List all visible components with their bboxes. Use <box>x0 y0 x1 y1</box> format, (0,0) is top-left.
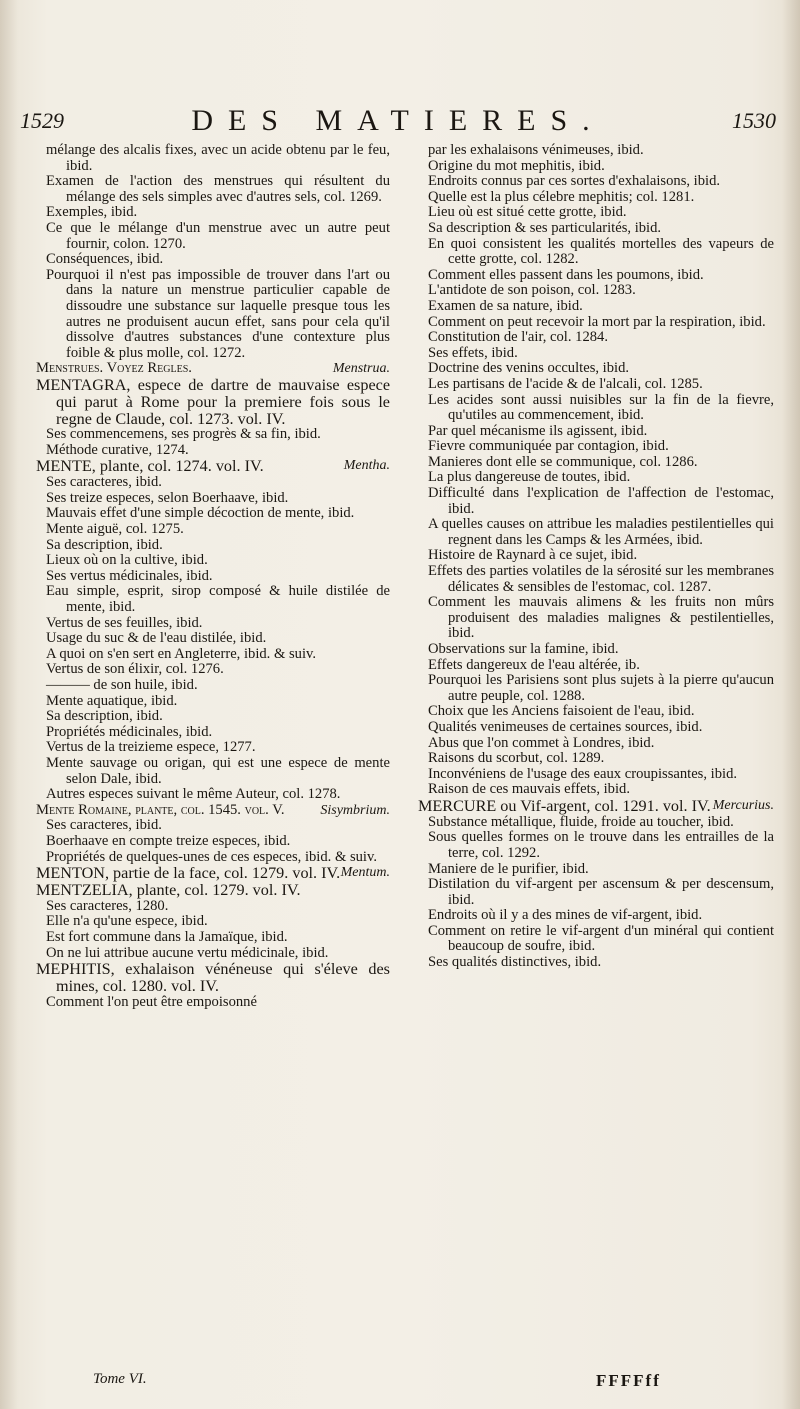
index-subentry <box>418 299 774 315</box>
entry-text: MENTE, plante, col. 1274. vol. IV. <box>36 457 264 476</box>
entry-text: Mente sauvage ou origan, qui est une espece de mente selon Dale, ibid. <box>46 754 390 787</box>
index-subentry <box>36 174 390 205</box>
entry-text: Menstrues. Voyez Regles. <box>36 360 192 377</box>
tome-label: Tome VI. <box>93 1371 147 1387</box>
index-subentry <box>36 694 390 710</box>
index-entry <box>418 798 774 815</box>
index-entry <box>36 865 390 882</box>
index-subentry <box>418 143 774 159</box>
index-subentry <box>36 946 390 962</box>
entry-text: Autres especes suivant le même Auteur, col. 1278. <box>46 786 341 803</box>
entry-text: Choix que les Anciens faisoient de l'eau, ibid. <box>428 703 695 720</box>
index-subentry <box>418 658 774 674</box>
entry-text: Observations sur la famine, ibid. <box>428 641 619 657</box>
index-subentry <box>36 268 390 362</box>
latin-name: Mercurius. <box>712 797 774 813</box>
index-subentry <box>36 850 390 866</box>
index-subentry <box>418 361 774 377</box>
index-subentry <box>418 315 774 331</box>
entry-text: ——— de son huile, ibid. <box>46 677 198 693</box>
index-subentry <box>36 709 390 725</box>
index-subentry <box>36 995 390 1011</box>
entry-text: Ce que le mélange d'un menstrue avec un autre peut fournir, colon. 1270. <box>46 219 390 252</box>
entry-text: Mente Romaine, plante, col. 1545. vol. V. <box>36 801 285 818</box>
entry-text: par les exhalaisons vénimeuses, ibid. <box>428 142 644 158</box>
index-subentry <box>418 908 774 924</box>
entry-text: Boerhaave en compte treize especes, ibid. <box>46 832 291 849</box>
signature-mark: FFFFff <box>596 1371 661 1390</box>
index-subentry <box>36 787 390 803</box>
index-subentry <box>418 377 774 393</box>
running-title: DES MATIERES. <box>191 104 605 137</box>
index-subentry <box>418 704 774 720</box>
index-subentry <box>418 174 774 190</box>
index-subentry <box>36 631 390 647</box>
entry-text: Les partisans de l'acide & de l'alcali, col. 1285. <box>428 375 703 392</box>
index-subentry <box>36 221 390 252</box>
entry-text: Exemples, ibid. <box>46 204 138 221</box>
index-subentry <box>36 538 390 554</box>
entry-text: Ses effets, ibid. <box>428 344 518 361</box>
entry-text: Comment on peut recevoir la mort par la respiration, ibid. <box>428 313 766 330</box>
entry-text: Effets dangereux de l'eau altérée, ib. <box>428 656 640 673</box>
index-subentry <box>36 647 390 663</box>
entry-text: Raisons du scorbut, col. 1289. <box>428 750 605 767</box>
entry-text: A quoi on s'en sert en Angleterre, ibid. & suiv. <box>46 645 317 662</box>
entry-text: Ses caracteres, ibid. <box>46 817 162 834</box>
entry-text: Quelle est la plus célebre mephitis; col. 1281. <box>428 188 695 205</box>
index-subentry <box>418 237 774 268</box>
index-subentry <box>418 424 774 440</box>
entry-text: A quelles causes on attribue les maladies pestilentielles qui regnent dans les Camps & les Armées, ibid. <box>428 516 774 548</box>
entry-text: Pourquoi les Parisiens sont plus sujets à la pierre qu'aucun autre peuple, col. 1288. <box>428 672 774 704</box>
entry-text: Effets des parties volatiles de la sérosité sur les membranes délicates & sensibles de l'estomac, col. 1287. <box>428 563 774 595</box>
index-subentry <box>418 877 774 908</box>
index-subentry <box>36 252 390 268</box>
latin-name: Mentum. <box>340 865 390 881</box>
entry-text: Ses commencemens, ses progrès & sa fin, ibid. <box>46 426 321 443</box>
index-subentry <box>418 159 774 175</box>
entry-text: MENTAGRA, espece de dartre de mauvaise espece qui parut à Rome pour la premiere fois sous le regne de Claude, col. 1273. vol. IV. <box>36 375 390 428</box>
entry-text: Ses treize especes, selon Boerhaave, ibid. <box>46 489 289 506</box>
index-subentry <box>36 756 390 787</box>
entry-text: Comment l'on peut être empoisonné <box>46 993 257 1010</box>
entry-text: Maniere de le purifier, ibid. <box>428 860 589 877</box>
entry-text: Les acides sont aussi nuisibles sur la fin de la fievre, qu'utiles au commencement, ibid. <box>428 391 774 424</box>
entry-text: L'antidote de son poison, col. 1283. <box>428 282 636 299</box>
entry-text: Lieux où on la cultive, ibid. <box>46 552 208 569</box>
entry-text: Doctrine des venins occultes, ibid. <box>428 360 630 377</box>
index-subentry <box>418 767 774 783</box>
index-subentry <box>36 740 390 756</box>
entry-text: Distilation du vif-argent per ascensum & per descensum, ibid. <box>428 876 774 908</box>
index-subentry <box>36 662 390 678</box>
index-subentry <box>418 346 774 362</box>
entry-text: Pourquoi il n'est pas impossible de trouver dans l'art ou dans la nature un menstrue particulier capable de dissoudre une substance sur laquelle presque tous les autres ne produisent aucun effet, sans pour cela qu'il dissolve d'autres substances d'une contexture plus foible & plus molle, col. 1272. <box>46 266 390 361</box>
entry-text: Ses qualités distinctives, ibid. <box>428 954 602 971</box>
entry-text: Substance métallique, fluide, froide au toucher, ibid. <box>428 813 734 830</box>
index-subentry <box>418 673 774 704</box>
index-subentry <box>36 506 390 522</box>
entry-text: Propriétés médicinales, ibid. <box>46 723 213 740</box>
entry-text: Comment elles passent dans les poumons, ibid. <box>428 266 704 283</box>
index-entry <box>36 882 390 899</box>
entry-text: En quoi consistent les qualités mortelles des vapeurs de cette grotte, col. 1282. <box>428 235 774 268</box>
entry-text: Sous quelles formes on le trouve dans les entrailles de la terre, col. 1292. <box>428 829 774 861</box>
index-subentry <box>418 782 774 798</box>
index-subentry <box>36 899 390 915</box>
entry-text: Fievre communiquée par contagion, ibid. <box>428 438 669 455</box>
index-subentry <box>418 924 774 955</box>
index-subentry <box>418 330 774 346</box>
left-edge-shadow <box>0 0 18 1409</box>
index-subentry <box>418 205 774 221</box>
entry-text: Elle n'a qu'une espece, ibid. <box>46 913 208 930</box>
entry-text: Sa description, ibid. <box>46 708 163 725</box>
index-subentry <box>36 678 390 694</box>
index-subentry <box>418 393 774 424</box>
index-entry <box>36 458 390 475</box>
latin-name: Sisymbrium. <box>320 802 390 818</box>
index-subentry <box>36 143 390 174</box>
entry-text: Sa description & ses particularités, ibid. <box>428 219 662 236</box>
index-subentry <box>36 427 390 443</box>
entry-text: Ses caracteres, 1280. <box>46 897 169 914</box>
index-subentry <box>418 830 774 861</box>
index-subentry <box>418 470 774 486</box>
index-subentry <box>418 720 774 736</box>
index-subentry <box>36 443 390 459</box>
entry-text: Examen de sa nature, ibid. <box>428 297 583 314</box>
entry-text: MERCURE ou Vif-argent, col. 1291. vol. IV. <box>418 796 711 815</box>
index-subentry <box>418 455 774 471</box>
entry-text: MEPHITIS, exhalaison vénéneuse qui s'éleve des mines, col. 1280. vol. IV. <box>36 960 390 995</box>
entry-text: Mauvais effet d'une simple décoction de mente, ibid. <box>46 505 355 522</box>
index-subentry <box>36 834 390 850</box>
entry-text: Raison de ces mauvais effets, ibid. <box>428 781 630 798</box>
entry-text: Ses vertus médicinales, ibid. <box>46 567 213 584</box>
entry-text: Abus que l'on commet à Londres, ibid. <box>428 734 655 751</box>
left-page-number: 1529 <box>20 108 64 133</box>
entry-text: Comment les mauvais alimens & les fruits non mûrs produisent des maladies malignes & pestilentielles, ibid. <box>428 594 774 642</box>
entry-text: Mente aquatique, ibid. <box>46 692 178 709</box>
entry-text: Qualités venimeuses de certaines sources, ibid. <box>428 718 703 735</box>
index-subentry <box>418 595 774 642</box>
entry-text: Méthode curative, 1274. <box>46 441 189 458</box>
index-subentry <box>418 564 774 595</box>
entry-text: Endroits où il y a des mines de vif-argent, ibid. <box>428 907 703 924</box>
entry-text: Origine du mot mephitis, ibid. <box>428 157 605 174</box>
index-subentry <box>418 486 774 517</box>
entry-text: Inconvéniens de l'usage des eaux croupissantes, ibid. <box>428 765 738 782</box>
index-subentry <box>418 439 774 455</box>
index-subentry <box>36 584 390 615</box>
index-subentry <box>36 491 390 507</box>
left-column <box>36 143 390 1010</box>
entry-text: Difficulté dans l'explication de l'affection de l'estomac, ibid. <box>428 485 774 517</box>
entry-text: Ses caracteres, ibid. <box>46 474 162 491</box>
entry-text: Manieres dont elle se communique, col. 1286. <box>428 453 698 470</box>
index-subentry <box>418 283 774 299</box>
entry-text: Vertus de son élixir, col. 1276. <box>46 661 224 678</box>
entry-text: Mente aiguë, col. 1275. <box>46 521 184 538</box>
index-subentry <box>36 569 390 585</box>
entry-text: Endroits connus par ces sortes d'exhalaisons, ibid. <box>428 173 721 190</box>
entry-text: La plus dangereuse de toutes, ibid. <box>428 469 631 486</box>
right-page-number: 1530 <box>732 108 776 133</box>
index-subentry <box>36 475 390 491</box>
index-subentry <box>418 190 774 206</box>
index-subentry <box>36 818 390 834</box>
index-entry <box>36 377 390 427</box>
index-subentry <box>418 862 774 878</box>
entry-text: MENTON, partie de la face, col. 1279. vol. IV. <box>36 864 341 883</box>
entry-text: Est fort commune dans la Jamaïque, ibid. <box>46 928 288 945</box>
page-header <box>20 104 776 142</box>
entry-text: Par quel mécanisme ils agissent, ibid. <box>428 422 648 439</box>
index-subentry <box>418 815 774 831</box>
entry-text: Histoire de Raynard à ce sujet, ibid. <box>428 547 638 564</box>
index-subentry <box>418 517 774 548</box>
index-subentry <box>418 736 774 752</box>
entry-text: Vertus de ses feuilles, ibid. <box>46 614 203 631</box>
index-subentry <box>36 930 390 946</box>
entry-text: Eau simple, esprit, sirop composé & huile distilée de mente, ibid. <box>46 583 390 616</box>
entry-text: Propriétés de quelques-unes de ces especes, ibid. & suiv. <box>46 848 377 865</box>
entry-text: On ne lui attribue aucune vertu médicinale, ibid. <box>46 944 329 961</box>
entry-text: MENTZELIA, plante, col. 1279. vol. IV. <box>36 880 301 899</box>
latin-name: Menstrua. <box>332 361 390 377</box>
entry-text: Lieu où est situé cette grotte, ibid. <box>428 204 627 221</box>
entry-text: Constitution de l'air, col. 1284. <box>428 329 608 346</box>
entry-text: Sa description, ibid. <box>46 536 163 553</box>
index-subentry <box>36 553 390 569</box>
index-subentry <box>36 725 390 741</box>
index-subentry <box>36 616 390 632</box>
entry-text: Usage du suc & de l'eau distilée, ibid. <box>46 630 267 647</box>
index-subentry <box>36 914 390 930</box>
index-subentry <box>418 548 774 564</box>
entry-text: Conséquences, ibid. <box>46 251 164 268</box>
index-entry <box>36 961 390 995</box>
latin-name: Mentha. <box>343 458 390 474</box>
index-subentry <box>36 522 390 538</box>
entry-text: Vertus de la treizieme espece, 1277. <box>46 739 256 756</box>
index-subentry <box>418 642 774 658</box>
right-edge-shadow <box>782 0 800 1409</box>
index-subentry <box>418 268 774 284</box>
index-entry <box>36 361 390 377</box>
index-entry <box>36 803 390 819</box>
index-subentry <box>36 205 390 221</box>
index-subentry <box>418 751 774 767</box>
index-subentry <box>418 221 774 237</box>
entry-text: Comment on retire le vif-argent d'un minéral qui contient beaucoup de soufre, ibid. <box>428 922 774 955</box>
entry-text: mélange des alcalis fixes, avec un acide obtenu par le feu, ibid. <box>46 142 390 174</box>
entry-text: Examen de l'action des menstrues qui résultent du mélange des sels simples avec d'autres sels, col. 1269. <box>46 173 390 205</box>
index-subentry <box>418 955 774 971</box>
right-column <box>418 143 774 971</box>
